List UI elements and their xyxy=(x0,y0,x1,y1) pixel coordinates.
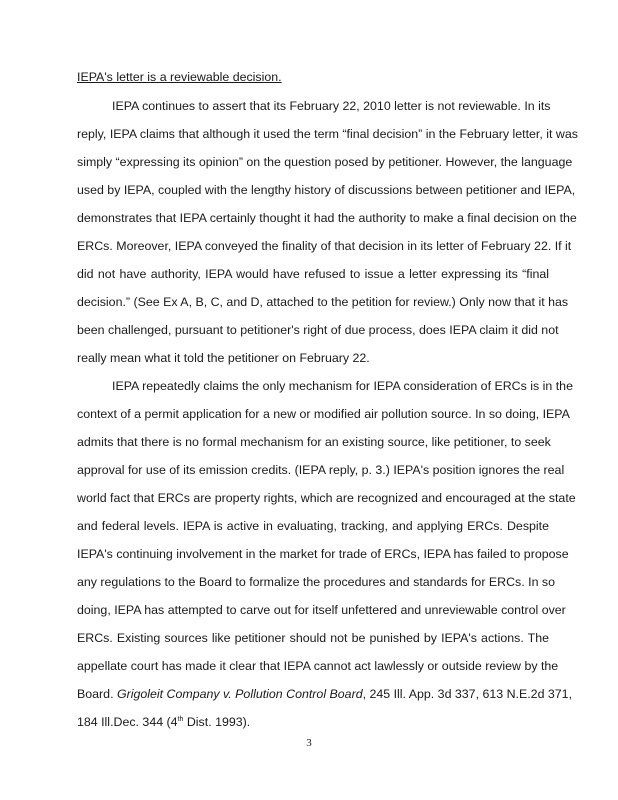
citation-post: Dist. 1993). xyxy=(183,715,251,729)
paragraph-1-line: IEPA continues to assert that its February 22, 2010 letter is not reviewable. In its xyxy=(112,99,551,113)
paragraph-2-line: IEPA repeatedly claims the only mechanism for IEPA consideration of ERCs is in the xyxy=(112,379,573,393)
citation-pre: 184 Ill.Dec. 344 (4 xyxy=(77,715,178,729)
paragraph-2-line: IEPA's continuing involvement in the market for trade of ERCs, IEPA has failed to propose xyxy=(77,547,569,561)
paragraph-1-line: reply, IEPA claims that although it used the term “final decision” in the February letter, it was xyxy=(77,127,578,141)
paragraph-2-line: context of a permit application for a new or modified air pollution source. In so doing, IEPA xyxy=(77,407,570,421)
citation-lead: Board. xyxy=(77,687,117,701)
paragraph-1-line: really mean what it told the petitioner on February 22. xyxy=(77,351,370,365)
section-heading: IEPA's letter is a reviewable decision. xyxy=(77,70,282,84)
paragraph-1-line: decision.” (See Ex A, B, C, and D, attached to the petition for review.) Only now that it has xyxy=(77,295,569,309)
paragraph-1-line: been challenged, pursuant to petitioner's right of due process, does IEPA claim it did not xyxy=(77,323,559,337)
paragraph-1-line: used by IEPA, coupled with the lengthy history of discussions between petitioner and IEPA, xyxy=(77,183,576,197)
paragraph-2-line: ERCs. Existing sources like petitioner should not be punished by IEPA's actions. The xyxy=(77,631,549,645)
citation-line xyxy=(77,686,573,702)
paragraph-2-line: approval for use of its emission credits. (IEPA reply, p. 3.) IEPA's position ignores the real xyxy=(77,463,565,477)
paragraph-1-line: demonstrates that IEPA certainly thought it had the authority to make a final decision on the xyxy=(77,211,577,225)
paragraph-2-line: admits that there is no formal mechanism for an existing source, like petitioner, to seek xyxy=(77,435,551,449)
citation-end-line xyxy=(77,714,549,730)
paragraph-1-line: ERCs. Moreover, IEPA conveyed the finality of that decision in its letter of February 22. If it xyxy=(77,239,572,253)
paragraph-2-line: doing, IEPA has attempted to carve out for itself unfettered and unreviewable control over xyxy=(77,603,566,617)
paragraph-1-line: simply “expressing its opinion” on the question posed by petitioner. However, the language xyxy=(77,155,573,169)
paragraph-2-line: world fact that ERCs are property rights, which are recognized and encouraged at the state xyxy=(77,491,576,505)
citation-reporter: , 245 Ill. App. 3d 337, 613 N.E.2d 371, xyxy=(362,687,573,701)
paragraph-1-line: did not have authority, IEPA would have refused to issue a letter expressing its “final xyxy=(77,267,549,281)
ordinal-suffix: th xyxy=(177,716,184,723)
paragraph-2-line: appellate court has made it clear that IEPA cannot act lawlessly or outside review by the xyxy=(77,659,559,673)
paragraph-2-line: any regulations to the Board to formalize the procedures and standards for ERCs. In so xyxy=(77,575,555,589)
paragraph-2-line: and federal levels. IEPA is active in evaluating, tracking, and applying ERCs. Despite xyxy=(77,519,549,533)
page-number: 3 xyxy=(306,737,312,749)
case-name: Grigoleit Company v. Pollution Control Board xyxy=(116,687,363,701)
